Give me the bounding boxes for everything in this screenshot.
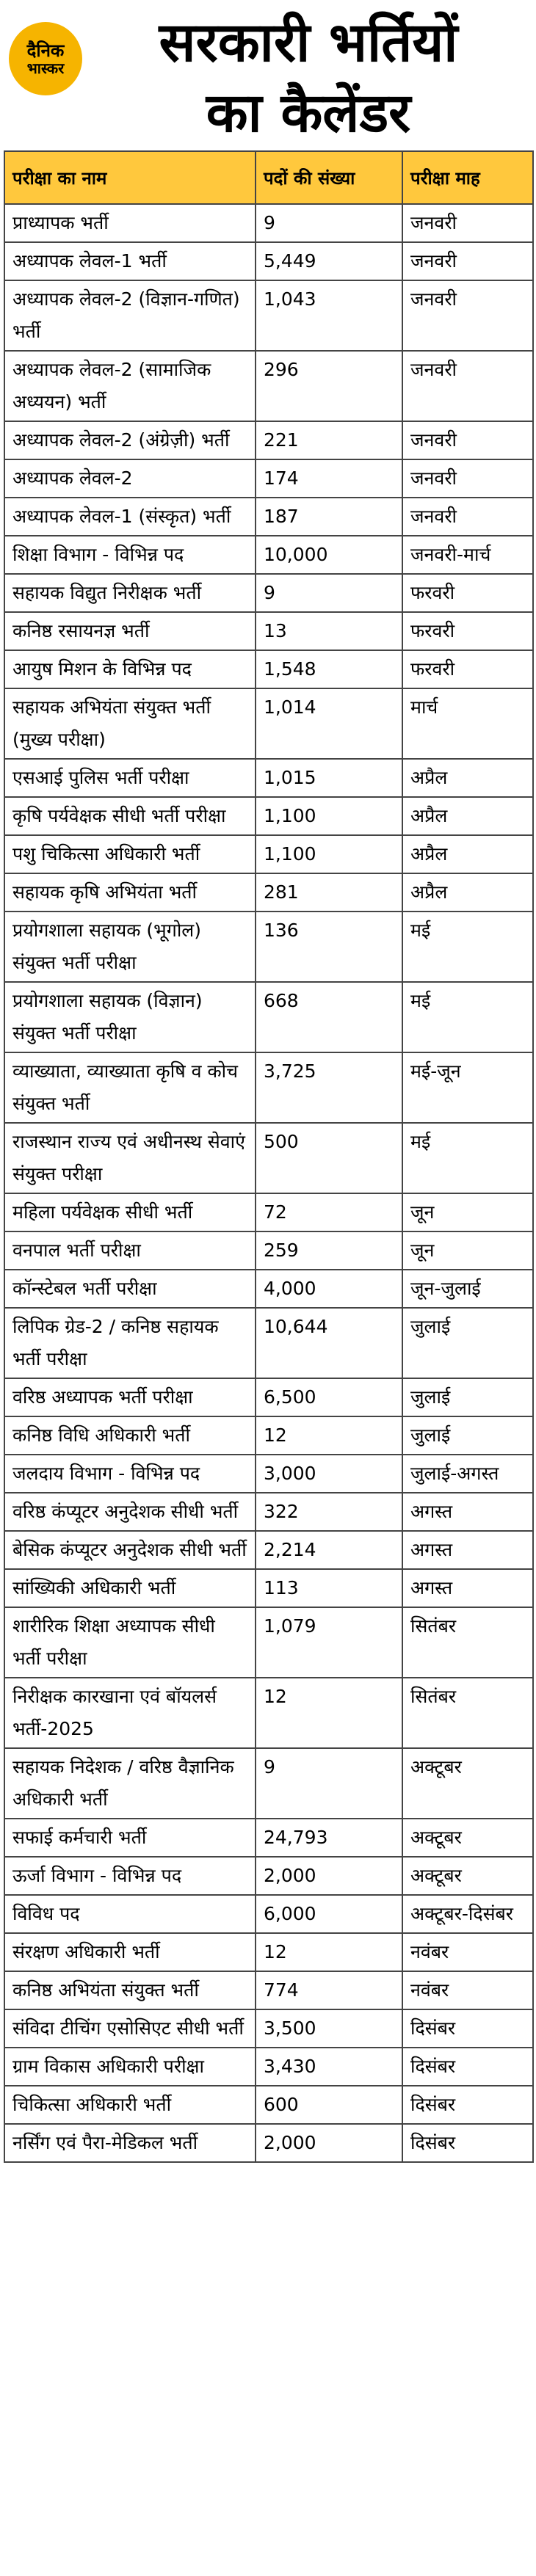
- cell-exam-name: प्रयोगशाला सहायक (भूगोल) संयुक्त भर्ती परीक्षा: [4, 912, 256, 982]
- table-row: [4, 835, 533, 873]
- cell-exam-name: सहायक विद्युत निरीक्षक भर्ती: [4, 574, 256, 612]
- cell-post-count: 1,079: [256, 1607, 402, 1678]
- cell-post-count: 1,100: [256, 835, 402, 873]
- cell-post-count: 2,000: [256, 1857, 402, 1895]
- cell-exam-name: पशु चिकित्सा अधिकारी भर्ती: [4, 835, 256, 873]
- cell-post-count: 9: [256, 204, 402, 242]
- cell-exam-month: जुलाई: [402, 1378, 533, 1416]
- table-row: [4, 1270, 533, 1308]
- column-header-exam-name: परीक्षा का नाम: [4, 151, 256, 204]
- cell-post-count: 1,100: [256, 797, 402, 835]
- cell-post-count: 1,548: [256, 650, 402, 688]
- cell-post-count: 6,500: [256, 1378, 402, 1416]
- cell-post-count: 296: [256, 351, 402, 421]
- logo-line-1: दैनिक: [26, 40, 65, 61]
- cell-exam-month: जनवरी: [402, 242, 533, 280]
- cell-exam-name: कृषि पर्यवेक्षक सीधी भर्ती परीक्षा: [4, 797, 256, 835]
- table-row: [4, 574, 533, 612]
- cell-post-count: 6,000: [256, 1895, 402, 1933]
- cell-post-count: 24,793: [256, 1819, 402, 1857]
- table-row: [4, 351, 533, 421]
- cell-exam-month: मई-जून: [402, 1052, 533, 1123]
- cell-exam-name: आयुष मिशन के विभिन्न पद: [4, 650, 256, 688]
- table-row: [4, 1607, 533, 1678]
- table-row: [4, 1933, 533, 1971]
- cell-exam-name: राजस्थान राज्य एवं अधीनस्थ सेवाएं संयुक्त परीक्षा: [4, 1123, 256, 1193]
- cell-post-count: 774: [256, 1971, 402, 2009]
- cell-post-count: 13: [256, 612, 402, 650]
- table-row: [4, 2048, 533, 2086]
- cell-exam-name: शिक्षा विभाग - विभिन्न पद: [4, 536, 256, 574]
- table-row: [4, 797, 533, 835]
- cell-exam-name: कॉन्स्टेबल भर्ती परीक्षा: [4, 1270, 256, 1308]
- cell-exam-month: दिसंबर: [402, 2086, 533, 2124]
- cell-post-count: 1,014: [256, 688, 402, 759]
- cell-exam-month: अक्टूबर: [402, 1748, 533, 1819]
- table-row: [4, 650, 533, 688]
- cell-exam-name: वरिष्ठ कंप्यूटर अनुदेशक सीधी भर्ती: [4, 1493, 256, 1531]
- cell-exam-month: अप्रैल: [402, 873, 533, 912]
- cell-exam-name: चिकित्सा अधिकारी भर्ती: [4, 2086, 256, 2124]
- cell-post-count: 281: [256, 873, 402, 912]
- table-row: [4, 1493, 533, 1531]
- cell-exam-month: अप्रैल: [402, 835, 533, 873]
- cell-exam-month: फरवरी: [402, 650, 533, 688]
- cell-exam-name: अध्यापक लेवल-2 (सामाजिक अध्ययन) भर्ती: [4, 351, 256, 421]
- cell-exam-name: सांख्यिकी अधिकारी भर्ती: [4, 1569, 256, 1607]
- cell-exam-month: दिसंबर: [402, 2124, 533, 2162]
- table-row: [4, 1123, 533, 1193]
- cell-exam-month: अगस्त: [402, 1569, 533, 1607]
- table-row: [4, 873, 533, 912]
- cell-exam-name: सहायक कृषि अभियंता भर्ती: [4, 873, 256, 912]
- table-row: [4, 1531, 533, 1569]
- cell-exam-month: अक्टूबर: [402, 1857, 533, 1895]
- cell-post-count: 72: [256, 1193, 402, 1231]
- table-row: [4, 1416, 533, 1455]
- table-row: [4, 1193, 533, 1231]
- cell-exam-name: अध्यापक लेवल-2 (अंग्रेज़ी) भर्ती: [4, 421, 256, 459]
- table-row: [4, 982, 533, 1052]
- cell-exam-month: फरवरी: [402, 574, 533, 612]
- cell-post-count: 12: [256, 1933, 402, 1971]
- cell-post-count: 1,043: [256, 280, 402, 351]
- logo-line-2: भास्कर: [26, 59, 65, 77]
- page-title-line-2: का कैलेंडर: [206, 81, 411, 145]
- table-row: [4, 912, 533, 982]
- table-row: [4, 498, 533, 536]
- cell-post-count: 3,725: [256, 1052, 402, 1123]
- table-row: [4, 1678, 533, 1748]
- cell-post-count: 12: [256, 1678, 402, 1748]
- cell-exam-name: जलदाय विभाग - विभिन्न पद: [4, 1455, 256, 1493]
- cell-exam-month: जनवरी: [402, 421, 533, 459]
- cell-exam-month: जून-जुलाई: [402, 1270, 533, 1308]
- cell-post-count: 10,000: [256, 536, 402, 574]
- cell-exam-name: बेसिक कंप्यूटर अनुदेशक सीधी भर्ती: [4, 1531, 256, 1569]
- table-row: [4, 1378, 533, 1416]
- cell-exam-name: अध्यापक लेवल-2: [4, 459, 256, 498]
- table-row: [4, 459, 533, 498]
- table-row: [4, 2086, 533, 2124]
- cell-post-count: 12: [256, 1416, 402, 1455]
- table-row: [4, 242, 533, 280]
- cell-exam-name: वनपाल भर्ती परीक्षा: [4, 1231, 256, 1270]
- cell-post-count: 187: [256, 498, 402, 536]
- table-row: [4, 1857, 533, 1895]
- cell-exam-month: जुलाई-अगस्त: [402, 1455, 533, 1493]
- cell-post-count: 2,000: [256, 2124, 402, 2162]
- cell-post-count: 9: [256, 1748, 402, 1819]
- cell-post-count: 221: [256, 421, 402, 459]
- cell-post-count: 174: [256, 459, 402, 498]
- table-row: [4, 1308, 533, 1378]
- cell-post-count: 1,015: [256, 759, 402, 797]
- recruitment-calendar-table: [4, 150, 534, 2163]
- cell-post-count: 5,449: [256, 242, 402, 280]
- page-header: [0, 0, 536, 156]
- cell-exam-month: जनवरी: [402, 498, 533, 536]
- cell-exam-month: अप्रैल: [402, 759, 533, 797]
- cell-exam-month: जुलाई: [402, 1416, 533, 1455]
- cell-exam-name: संविदा टीचिंग एसोसिएट सीधी भर्ती: [4, 2009, 256, 2048]
- table-row: [4, 2009, 533, 2048]
- cell-post-count: 322: [256, 1493, 402, 1531]
- cell-post-count: 3,000: [256, 1455, 402, 1493]
- cell-exam-month: जून: [402, 1193, 533, 1231]
- cell-exam-name: सहायक अभियंता संयुक्त भर्ती (मुख्य परीक्षा): [4, 688, 256, 759]
- cell-exam-name: सहायक निदेशक / वरिष्ठ वैज्ञानिक अधिकारी भर्ती: [4, 1748, 256, 1819]
- cell-exam-month: अक्टूबर: [402, 1819, 533, 1857]
- table-row: [4, 2124, 533, 2162]
- cell-exam-month: जनवरी-मार्च: [402, 536, 533, 574]
- dainik-bhaskar-logo: [9, 22, 82, 95]
- cell-exam-name: विविध पद: [4, 1895, 256, 1933]
- cell-exam-name: संरक्षण अधिकारी भर्ती: [4, 1933, 256, 1971]
- cell-post-count: 2,214: [256, 1531, 402, 1569]
- cell-post-count: 3,430: [256, 2048, 402, 2086]
- cell-exam-name: व्याख्याता, व्याख्याता कृषि व कोच संयुक्त भर्ती: [4, 1052, 256, 1123]
- cell-exam-month: जनवरी: [402, 459, 533, 498]
- cell-exam-month: मई: [402, 1123, 533, 1193]
- table-row: [4, 1231, 533, 1270]
- cell-post-count: 668: [256, 982, 402, 1052]
- cell-exam-name: प्रयोगशाला सहायक (विज्ञान) संयुक्त भर्ती परीक्षा: [4, 982, 256, 1052]
- cell-exam-name: प्राध्यापक भर्ती: [4, 204, 256, 242]
- cell-exam-month: नवंबर: [402, 1971, 533, 2009]
- cell-exam-name: कनिष्ठ अभियंता संयुक्त भर्ती: [4, 1971, 256, 2009]
- cell-post-count: 10,644: [256, 1308, 402, 1378]
- cell-post-count: 136: [256, 912, 402, 982]
- cell-exam-month: सितंबर: [402, 1678, 533, 1748]
- cell-exam-name: वरिष्ठ अध्यापक भर्ती परीक्षा: [4, 1378, 256, 1416]
- cell-exam-month: अप्रैल: [402, 797, 533, 835]
- column-header-post-count: पदों की संख्या: [256, 151, 402, 204]
- cell-exam-name: महिला पर्यवेक्षक सीधी भर्ती: [4, 1193, 256, 1231]
- cell-exam-month: मार्च: [402, 688, 533, 759]
- cell-exam-name: एसआई पुलिस भर्ती परीक्षा: [4, 759, 256, 797]
- cell-exam-name: शारीरिक शिक्षा अध्यापक सीधी भर्ती परीक्षा: [4, 1607, 256, 1678]
- cell-exam-month: मई: [402, 912, 533, 982]
- table-row: [4, 1569, 533, 1607]
- cell-post-count: 9: [256, 574, 402, 612]
- cell-exam-name: कनिष्ठ रसायनज्ञ भर्ती: [4, 612, 256, 650]
- cell-exam-month: जनवरी: [402, 351, 533, 421]
- column-header-exam-month: परीक्षा माह: [402, 151, 533, 204]
- table-row: [4, 1971, 533, 2009]
- page-title-line-1: सरकारी भर्तियों: [159, 11, 458, 74]
- cell-exam-name: अध्यापक लेवल-1 (संस्कृत) भर्ती: [4, 498, 256, 536]
- cell-exam-month: जनवरी: [402, 204, 533, 242]
- cell-exam-month: जून: [402, 1231, 533, 1270]
- cell-exam-name: निरीक्षक कारखाना एवं बॉयलर्स भर्ती-2025: [4, 1678, 256, 1748]
- cell-post-count: 113: [256, 1569, 402, 1607]
- table-row: [4, 759, 533, 797]
- cell-exam-name: ग्राम विकास अधिकारी परीक्षा: [4, 2048, 256, 2086]
- table-row: [4, 1052, 533, 1123]
- cell-exam-month: मई: [402, 982, 533, 1052]
- table-body: [4, 204, 533, 2162]
- cell-post-count: 500: [256, 1123, 402, 1193]
- cell-exam-month: अगस्त: [402, 1531, 533, 1569]
- table-row: [4, 1895, 533, 1933]
- table-header-row: [4, 151, 533, 204]
- table-row: [4, 1455, 533, 1493]
- cell-exam-month: नवंबर: [402, 1933, 533, 1971]
- cell-exam-month: सितंबर: [402, 1607, 533, 1678]
- cell-exam-name: अध्यापक लेवल-2 (विज्ञान-गणित) भर्ती: [4, 280, 256, 351]
- cell-post-count: 600: [256, 2086, 402, 2124]
- cell-post-count: 4,000: [256, 1270, 402, 1308]
- cell-exam-month: अगस्त: [402, 1493, 533, 1531]
- cell-exam-name: लिपिक ग्रेड-2 / कनिष्ठ सहायक भर्ती परीक्षा: [4, 1308, 256, 1378]
- table-row: [4, 204, 533, 242]
- table-row: [4, 1748, 533, 1819]
- cell-exam-month: जुलाई: [402, 1308, 533, 1378]
- cell-exam-name: अध्यापक लेवल-1 भर्ती: [4, 242, 256, 280]
- cell-exam-month: जनवरी: [402, 280, 533, 351]
- table-row: [4, 688, 533, 759]
- table-row: [4, 536, 533, 574]
- cell-exam-month: दिसंबर: [402, 2048, 533, 2086]
- cell-post-count: 259: [256, 1231, 402, 1270]
- table-row: [4, 612, 533, 650]
- cell-exam-name: सफाई कर्मचारी भर्ती: [4, 1819, 256, 1857]
- cell-exam-name: ऊर्जा विभाग - विभिन्न पद: [4, 1857, 256, 1895]
- cell-exam-month: अक्टूबर-दिसंबर: [402, 1895, 533, 1933]
- cell-exam-name: नर्सिंग एवं पैरा-मेडिकल भर्ती: [4, 2124, 256, 2162]
- cell-exam-name: कनिष्ठ विधि अधिकारी भर्ती: [4, 1416, 256, 1455]
- cell-exam-month: दिसंबर: [402, 2009, 533, 2048]
- table-row: [4, 280, 533, 351]
- cell-exam-month: फरवरी: [402, 612, 533, 650]
- table-row: [4, 1819, 533, 1857]
- table-row: [4, 421, 533, 459]
- cell-post-count: 3,500: [256, 2009, 402, 2048]
